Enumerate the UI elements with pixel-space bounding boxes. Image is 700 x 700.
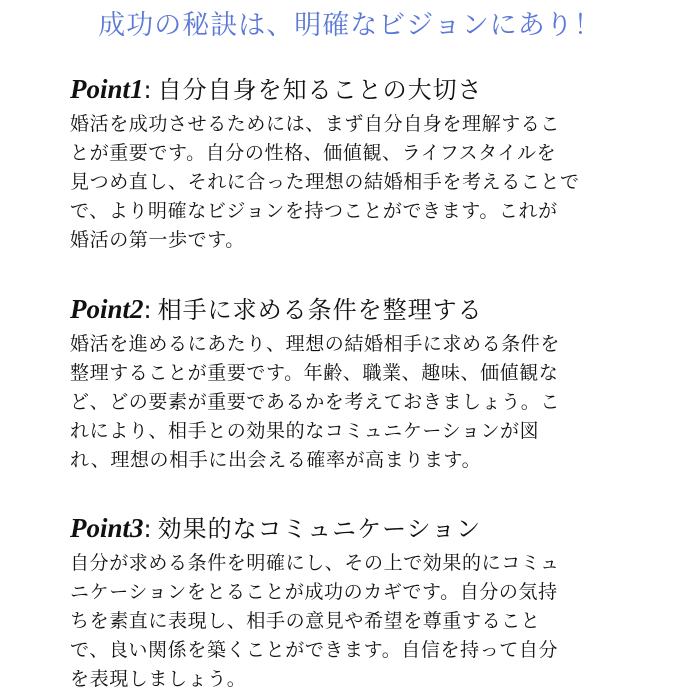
body-line: ど、どの要素が重要であるかを考えておきましょう。こ bbox=[70, 391, 561, 413]
point-section-3 bbox=[70, 507, 630, 694]
body-line: とが重要です。自分の性格、価値観、ライフスタイルを bbox=[70, 142, 557, 164]
body-line: ニケーションをとることが成功のカギです。自分の気持 bbox=[70, 581, 558, 603]
point-label-1: Point1 bbox=[70, 74, 144, 104]
point-heading-1 bbox=[70, 68, 630, 110]
point-heading-2 bbox=[70, 288, 630, 330]
body-line: 婚活の第一歩です。 bbox=[70, 229, 245, 251]
body-line: ちを素直に表現し、相手の意見や希望を尊重すること bbox=[70, 610, 541, 632]
point-title-2: 相手に求める条件を整理する bbox=[157, 296, 483, 324]
point-label-2: Point2 bbox=[70, 294, 144, 324]
point-section-2 bbox=[70, 288, 630, 475]
point-label-3: Point3 bbox=[70, 513, 144, 543]
body-line: れ、理想の相手に出会える確率が高まります。 bbox=[70, 449, 482, 471]
body-line: れにより、相手との効果的なコミュニケーションが図 bbox=[70, 420, 540, 442]
body-line: で、良い関係を築くことができます。自信を持って自分 bbox=[70, 639, 559, 661]
point-title-1: 自分自身を知ることの大切さ bbox=[157, 76, 483, 104]
body-line: 自分が求める条件を明確にし、その上で効果的にコミュ bbox=[70, 552, 560, 574]
point-title-3: 効果的なコミュニケーション bbox=[157, 515, 482, 543]
point-body-2 bbox=[70, 330, 630, 475]
body-line: で、より明確なビジョンを持つことができます。これが bbox=[70, 200, 558, 222]
point-colon-3: : bbox=[143, 515, 152, 543]
point-section-1 bbox=[70, 68, 630, 255]
point-body-1 bbox=[70, 110, 630, 255]
page-title: 成功の秘訣は、明確なビジョンにあり！ bbox=[98, 10, 602, 41]
body-line: 婚活を進めるにあたり、理想の結婚相手に求める条件を bbox=[70, 333, 561, 355]
point-colon-2: : bbox=[143, 296, 152, 324]
body-line: を表現しましょう。 bbox=[70, 668, 247, 690]
point-heading-3 bbox=[70, 507, 630, 549]
body-line: 見つめ直し、それに合った理想の結婚相手を考えることで bbox=[70, 171, 580, 193]
point-body-3 bbox=[70, 549, 630, 694]
body-line: 整理することが重要です。年齢、職業、趣味、価値観な bbox=[70, 362, 559, 384]
point-colon-1: : bbox=[143, 76, 152, 104]
body-line: 婚活を成功させるためには、まず自分自身を理解するこ bbox=[70, 113, 561, 135]
